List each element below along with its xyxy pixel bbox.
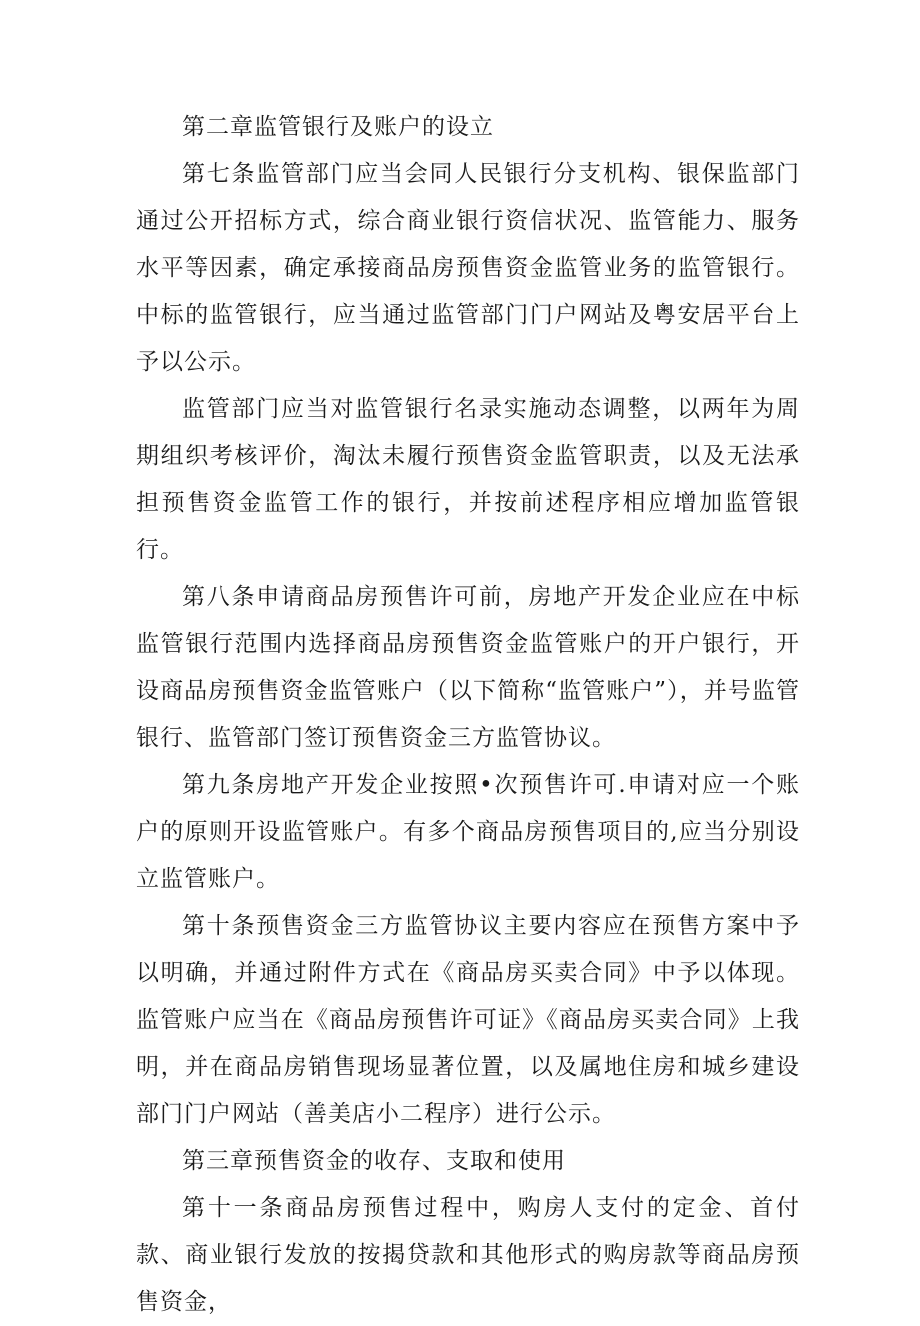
chapter-heading-2: 第二章监管银行及账户的设立 bbox=[182, 114, 494, 140]
regulator-list-paragraph: 监管部门应当对监管银行名录实施动态调整，以两年为周期组织考核评价，淘汰未履行预售资金监管职责，以及无法承担预售资金监管工作的银行，并按前述程序相应增加监管银行。 bbox=[136, 396, 800, 563]
article-8-paragraph: 第八条申请商品房预售许可前，房地产开发企业应在中标监管银行范围内选择商品房预售资金监管账户的开户银行，开设商品房预售资金监管账户（以下简称“监管账户”），并号监管银行、监管部门签订预售资金三方监管协议。 bbox=[136, 584, 800, 751]
chapter-heading-3: 第三章预售资金的收存、支取和使用 bbox=[182, 1148, 566, 1174]
article-11-paragraph: 第十一条商品房预售过程中，购房人支付的定金、首付款、商业银行发放的按揭贷款和其他形式的购房款等商品房预售资金， bbox=[136, 1195, 800, 1315]
article-9-paragraph: 第九条房地产开发企业按照•次预售许可.申请对应一个账户的原则开设监管账户。有多个商品房预售项目的,应当分别设立监管账户。 bbox=[136, 772, 800, 892]
article-10-paragraph: 第十条预售资金三方监管协议主要内容应在预售方案中予以明确，并通过附件方式在《商品房买卖合同》中予以体现。监管账户应当在《商品房预售许可证》《商品房买卖合同》上我明，并在商品房销售现场显著位置，以及属地住房和城乡建设部门门户网站（善美店小二程序）进行公示。 bbox=[136, 913, 800, 1127]
article-7-paragraph: 第七条监管部门应当会同人民银行分支机构、银保监部门通过公开招标方式，综合商业银行资信状况、监管能力、服务水平等因素，确定承接商品房预售资金监管业务的监管银行。中标的监管银行，应当通过监管部门门户网站及粤安居平台上予以公示。 bbox=[136, 161, 800, 375]
